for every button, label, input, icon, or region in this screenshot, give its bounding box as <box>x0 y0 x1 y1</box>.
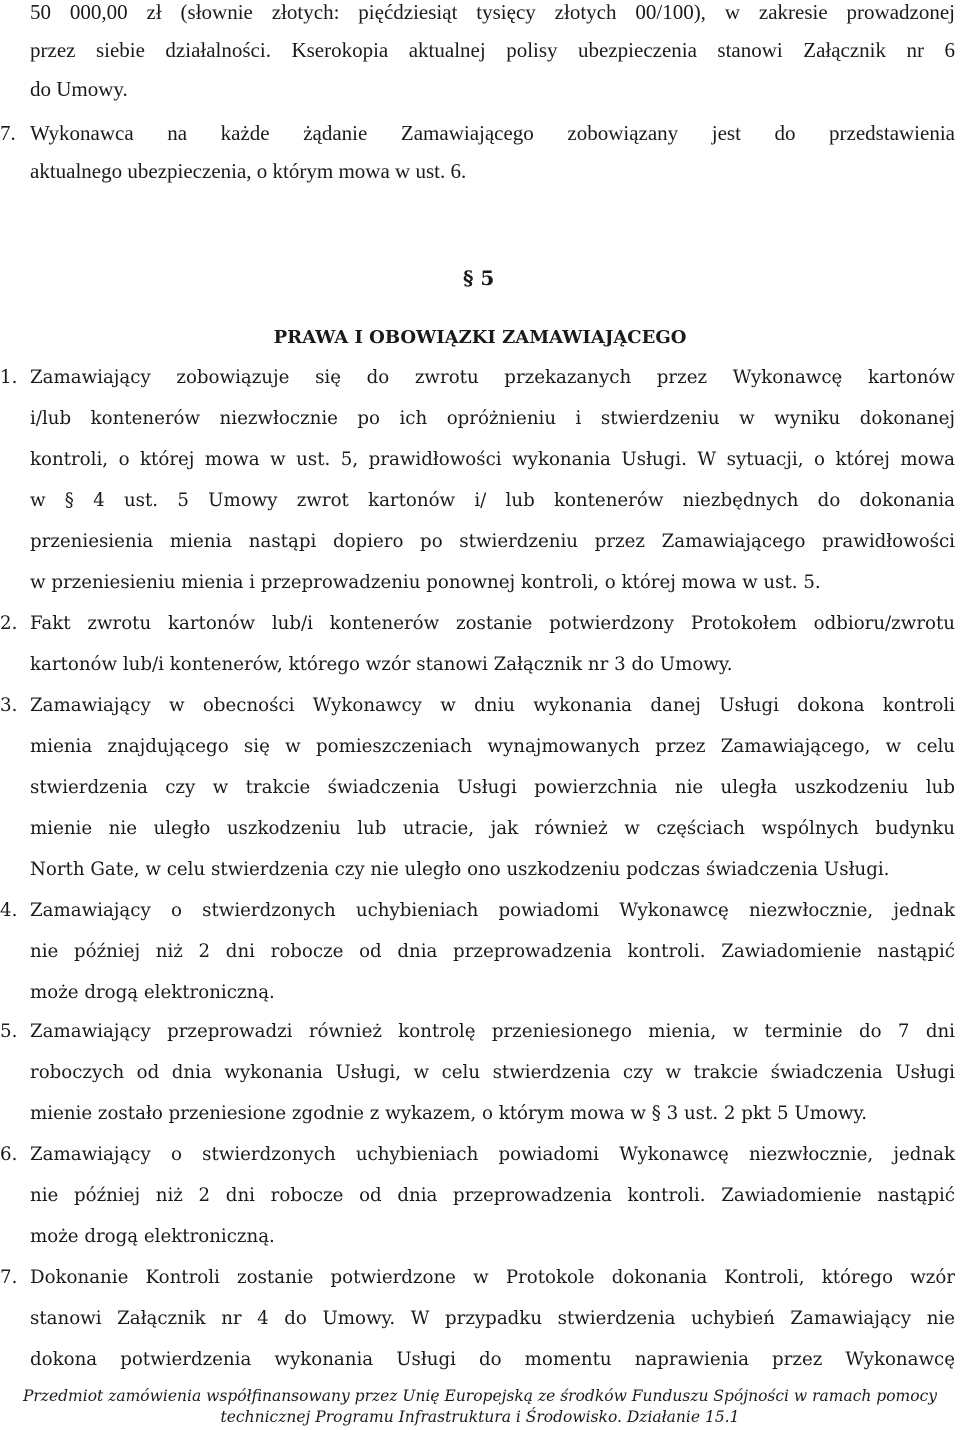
text-line: kartonów lub/i kontenerów, którego wzór stanowi Załącznik nr 3 do Umowy. <box>30 654 733 675</box>
item-number: 7. <box>0 1267 18 1288</box>
text-line: do Umowy. <box>30 77 128 101</box>
text-line: Fakt zwrotu kartonów lub/i kontenerów zostanie potwierdzony Protokołem odbioru/zwrotu <box>30 613 955 634</box>
text-line: przez siebie działalności. Kserokopia aktualnej polisy ubezpieczenia stanowi Załącznik nr 6 <box>30 38 955 62</box>
text-line: przeniesienia mienia nastąpi dopiero po stwierdzeniu przez Zamawiającego prawidłowości <box>30 531 955 552</box>
text-line: może drogą elektroniczną. <box>30 982 275 1003</box>
text-line: Zamawiający zobowiązuje się do zwrotu przekazanych przez Wykonawcę kartonów <box>30 367 955 388</box>
text-line: kontroli, o której mowa w ust. 5, prawidłowości wykonania Usługi. W sytuacji, o której mowa <box>30 449 955 470</box>
text-line: Zamawiający o stwierdzonych uchybieniach powiadomi Wykonawcę niezwłocznie, jednak <box>30 900 955 921</box>
footer-line: technicznej Programu Infrastruktura i Środowisko. Działanie 15.1 <box>220 1408 740 1426</box>
text-line: nie później niż 2 dni robocze od dnia przeprowadzenia kontroli. Zawiadomienie nastąpić <box>30 1185 955 1206</box>
text-line: 50 000,00 zł (słownie złotych: pięćdziesiąt tysięcy złotych 00/100), w zakresie prowadzonej <box>30 0 955 24</box>
text-line: mienie zostało przeniesione zgodnie z wykazem, o którym mowa w § 3 ust. 2 pkt 5 Umowy. <box>30 1103 868 1124</box>
footer-line: Przedmiot zamówienia współfinansowany przez Unię Europejską ze środków Funduszu Spójności w ramach pomocy <box>22 1387 938 1405</box>
text-line: nie później niż 2 dni robocze od dnia przeprowadzenia kontroli. Zawiadomienie nastąpić <box>30 941 955 962</box>
section-paragraph-mark: § 5 <box>463 266 495 290</box>
text-line: roboczych od dnia wykonania Usługi, w celu stwierdzenia czy w trakcie świadczenia Usługi <box>30 1062 955 1083</box>
item-number: 2. <box>0 613 18 634</box>
text-line: Dokonanie Kontroli zostanie potwierdzone w Protokole dokonania Kontroli, którego wzór <box>30 1267 955 1288</box>
text-line: mienia znajdującego się w pomieszczeniach wynajmowanych przez Zamawiającego, w celu <box>30 736 955 757</box>
item-number: 5. <box>0 1021 18 1042</box>
text-line: Zamawiający o stwierdzonych uchybieniach powiadomi Wykonawcę niezwłocznie, jednak <box>30 1144 955 1165</box>
text-line: w przeniesieniu mienia i przeprowadzeniu ponownej kontroli, o której mowa w ust. 5. <box>30 572 821 593</box>
item-number: 4. <box>0 900 18 921</box>
text-line: stwierdzenia czy w trakcie świadczenia Usługi powierzchnia nie uległa uszkodzeniu lub <box>30 777 955 798</box>
item-number: 1. <box>0 367 18 388</box>
item-number: 3. <box>0 695 18 716</box>
text-line: mienie nie uległo uszkodzeniu lub utracie, jak również w częściach wspólnych budynku <box>30 818 955 839</box>
item-number: 7. <box>0 121 16 145</box>
text-line: Wykonawca na każde żądanie Zamawiającego zobowiązany jest do przedstawienia <box>30 121 955 145</box>
item-number: 6. <box>0 1144 18 1165</box>
text-line: może drogą elektroniczną. <box>30 1226 275 1247</box>
text-line: Zamawiający przeprowadzi również kontrolę przeniesionego mienia, w terminie do 7 dni <box>30 1021 955 1042</box>
text-line: i/lub kontenerów niezwłocznie po ich opróżnieniu i stwierdzeniu w wyniku dokonanej <box>30 408 955 429</box>
text-line: dokona potwierdzenia wykonania Usługi do momentu naprawienia przez Wykonawcę <box>30 1349 955 1370</box>
text-line: Zamawiający w obecności Wykonawcy w dniu wykonania danej Usługi dokona kontroli <box>30 695 955 716</box>
text-line: w § 4 ust. 5 Umowy zwrot kartonów i/ lub kontenerów niezbędnych do dokonania <box>30 490 955 511</box>
text-line: aktualnego ubezpieczenia, o którym mowa w ust. 6. <box>30 159 467 183</box>
text-line: North Gate, w celu stwierdzenia czy nie uległo ono uszkodzeniu podczas świadczenia Usługi. <box>30 859 890 880</box>
text-line: stanowi Załącznik nr 4 do Umowy. W przypadku stwierdzenia uchybień Zamawiający nie <box>30 1308 955 1329</box>
section-title: PRAWA I OBOWIĄZKI ZAMAWIAJĄCEGO <box>273 327 687 348</box>
